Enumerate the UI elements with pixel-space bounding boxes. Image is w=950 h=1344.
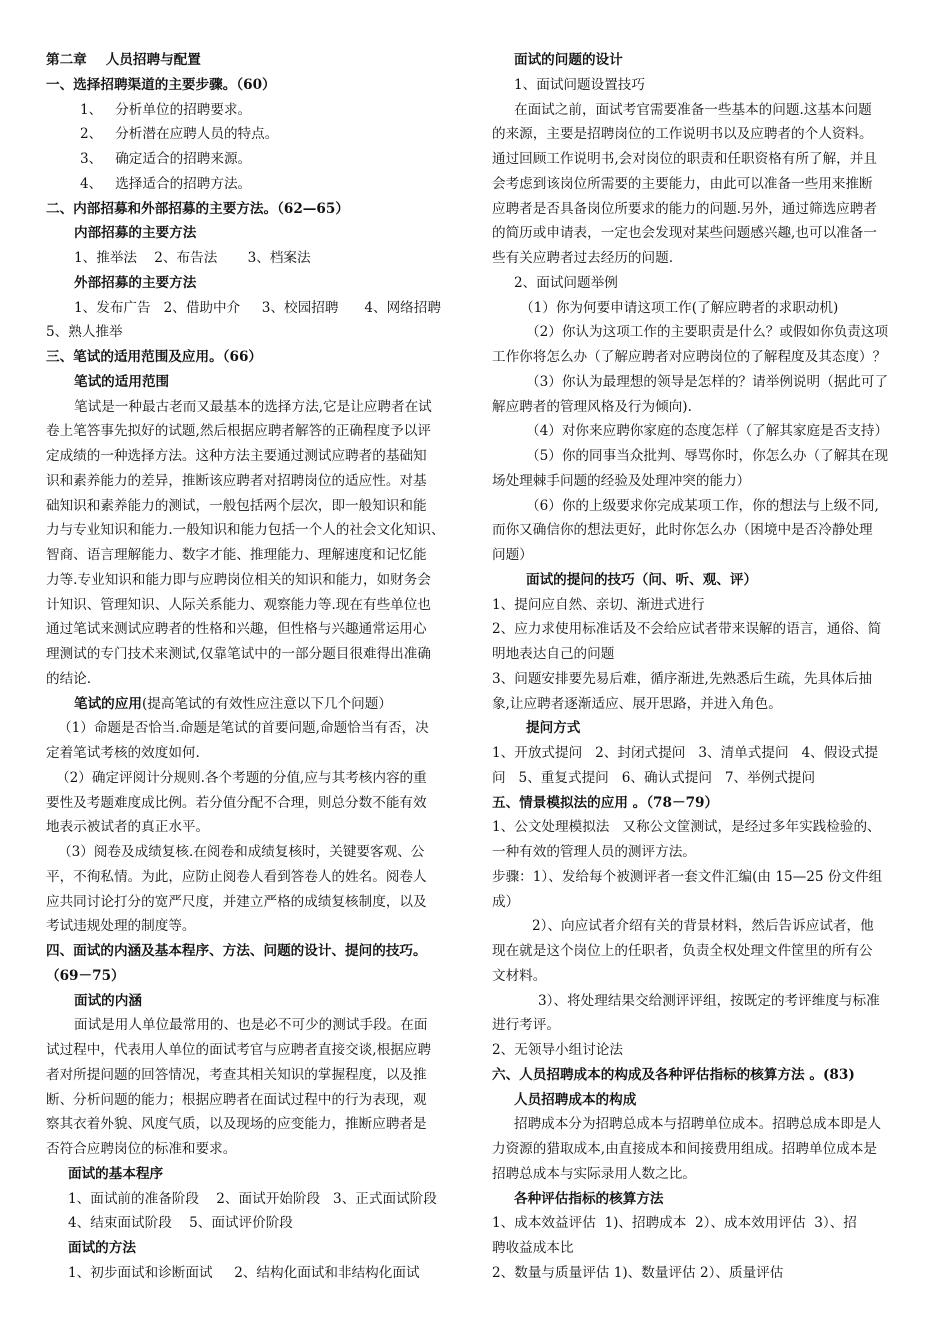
text-line: 聘收益成本比	[492, 1240, 574, 1256]
text-line: （6）你的上级要求你完成某项工作，你的想法与上级不同,	[526, 497, 879, 514]
text-line: 在面试之前，面试考官需要准备一些基本的问题.这基本问题	[514, 101, 872, 118]
text-line: 场处理棘手问题的经验及处理冲突的能力）	[492, 472, 751, 489]
text-line: 1、公文处理模拟法 又称公文筐测试，是经过多年实践检验的、	[492, 819, 881, 836]
text-line: 工作你将怎么办（了解应聘者对应聘岗位的了解程度及其态度）？	[492, 349, 887, 365]
text-line: 一种有效的管理人员的测评方法。	[492, 844, 696, 860]
text-line: 力资源的猎取成本,由直接成本和间接费用组成。招聘单位成本是	[492, 1141, 877, 1157]
section-heading: 笔试的适用范围	[74, 373, 170, 390]
text-line: 4、 选择适合的招聘方法。	[80, 175, 252, 192]
text-line: 3）、将处理结果交给测评评组，按既定的考评维度与标准	[538, 992, 880, 1009]
section-heading: 人员招聘成本的构成	[514, 1091, 637, 1108]
text-line: （4）对你来应聘你家庭的态度怎样（了解其家庭是否支持）	[526, 423, 889, 440]
section-heading: 六、人员招聘成本的构成及各种评估指标的核算方法 。(83)	[492, 1066, 855, 1083]
section-heading: 提问方式	[526, 720, 581, 737]
text-line: 进行考评。	[492, 1017, 560, 1034]
text-line: 2）、向应试者介绍有关的背景材料，然后告诉应试者，他	[532, 918, 874, 935]
section-heading: 面试的提问的技巧（问、听、观、评）	[526, 571, 758, 588]
text-line: 解应聘者的管理风格及行为倾向).	[492, 398, 692, 415]
text-line: 定成绩的一种选择方法。这种方法主要通过测试应聘者的基础知	[46, 448, 427, 464]
text-line: 1、面试问题设置技巧	[514, 76, 645, 93]
text-line	[46, 692, 466, 717]
text-line: 2、应力求使用标准话及不会给应试者带来误解的语言，通俗、简	[492, 621, 882, 638]
text-line: 试过程中，代表用人单位的面试考官与应聘者直接交谈,根据应聘	[46, 1042, 431, 1058]
text-line: 1、推举法 2、布告法 3、档案法	[74, 250, 311, 266]
text-line: 考试违规处理的制度等。	[46, 918, 196, 935]
text-line: 1、开放式提问 2、封闭式提问 3、清单式提问 4、假设式提	[492, 745, 879, 761]
text-line: 步骤：1）、发给每个被测评者一套文件汇编(由 15—25 份文件组	[492, 868, 883, 885]
text-line: 招聘成本分为招聘总成本与招聘单位成本。招聘总成本即是人	[514, 1116, 882, 1133]
section-heading: 面试的基本程序	[68, 1165, 164, 1182]
text-line: 应聘者是否具备岗位所要求的能力的问题.另外，通过筛选应聘者	[492, 200, 877, 217]
text-line: 2、面试问题举例	[514, 274, 618, 291]
text-line: 通过笔试来测试应聘者的性格和兴趣，但性格与兴趣通常运用心	[46, 621, 427, 638]
text-line: 察其衣着外貌、风度气质，以及现场的应变能力，推断应聘者是	[46, 1116, 427, 1133]
text-line: 现在就是这个岗位上的任职者，负责全权处理文件筐里的所有公	[492, 943, 873, 959]
section-heading: 面试的问题的设计	[514, 52, 623, 68]
text-line: 的来源，主要是招聘岗位的工作说明书以及应聘者的个人资料。	[492, 126, 873, 143]
text-line: 者对所提问题的回答情况，考查其相关知识的掌握程度，以及推	[46, 1066, 427, 1083]
text-line: 而你又确信你的想法更好，此时你怎么办（困境中是否冷静处理	[492, 522, 873, 539]
text-line: 1、面试前的准备阶段 2、面试开始阶段 3、正式面试阶段	[68, 1190, 437, 1207]
text-line: 3、问题安排要先易后难，循序渐进,先熟悉后生疏，先具体后抽	[492, 670, 872, 687]
text-line: 1、 分析单位的招聘要求。	[80, 101, 252, 118]
text-line: 成）	[492, 893, 520, 910]
text-line: 文材料。	[492, 967, 547, 984]
text-line: 力与专业知识和能力.一般知识和能力包括一个人的社会文化知识、	[46, 522, 445, 539]
text-line: 笔试是一种最古老而又最基本的选择方法,它是让应聘者在试	[74, 398, 432, 415]
text-line: 的结论.	[46, 670, 92, 687]
right-column	[492, 48, 912, 1286]
text-line: 5、熟人推举	[46, 324, 123, 341]
text-line: （1）命题是否恰当.命题是笔试的首要问题,命题恰当有否，决	[58, 720, 429, 737]
section-heading: 四、面试的内涵及基本程序、方法、问题的设计、提问的技巧。	[46, 943, 427, 959]
text-line: 2、无领导小组讨论法	[492, 1042, 623, 1058]
text-line: 3、 确定适合的招聘来源。	[80, 151, 252, 167]
text-line: 通过回顾工作说明书,会对岗位的职责和任职资格有所了解，并且	[492, 151, 877, 167]
text-line: （2）确定评阅计分规则.各个考题的分值,应与其考核内容的重	[56, 769, 427, 786]
text-line: 计知识、管理知识、人际关系能力、观察能力等.现在有些单位也	[46, 596, 431, 613]
text-line: 面试是用人单位最常用的、也是必不可少的测试手段。在面	[74, 1017, 428, 1034]
section-heading: 第二章 人员招聘与配置	[46, 52, 201, 68]
text-line: 卷上笔答事先拟好的试题,然后根据应聘者解答的正确程度予以评	[46, 423, 431, 440]
text-line: 理测试的专门技术来测试,仅靠笔试中的一部分题目很难得出准确	[46, 646, 431, 662]
left-column	[46, 48, 466, 1286]
section-heading: 外部招募的主要方法	[74, 274, 197, 291]
text-line: 2、数量与质量评估 1)、数量评估 2）、质量评估	[492, 1264, 784, 1281]
text-line: 的简历或申请表，一定也会发现对某些问题感兴趣,也可以准备一	[492, 225, 877, 242]
text-line: 1、提问应自然、亲切、渐进式进行	[492, 596, 705, 613]
text-line: 1、发布广告 2、借助中介 3、校园招聘 4、网络招聘	[74, 299, 441, 316]
text-line: 平，不徇私情。为此，应防止阅卷人看到答卷人的姓名。阅卷人	[46, 868, 427, 885]
text-line: 4、结束面试阶段 5、面试评价阶段	[68, 1215, 293, 1232]
section-heading: 面试的方法	[68, 1240, 136, 1256]
text-line: （3）你认为最理想的领导是怎样的？请举例说明（据此可了	[526, 373, 889, 390]
text-line: 会考虑到该岗位所需要的主要能力，由此可以准备一些用来推断	[492, 175, 873, 192]
text-line: 1、成本效益评估 1)、招聘成本 2）、成本效用评估 3）、招	[492, 1215, 857, 1232]
text-line: 1、初步面试和诊断面试 2、结构化面试和非结构化面试	[68, 1264, 420, 1281]
text-line: 否符合应聘岗位的标准和要求。	[46, 1141, 237, 1157]
text-line: 定着笔试考核的效度如何.	[46, 745, 200, 761]
text-line: 招聘总成本与实际录用人数之比。	[492, 1165, 696, 1182]
section-heading: 各种评估指标的核算方法	[514, 1190, 664, 1207]
inline-text: (提高笔试的有效性应注意以下几个问题）	[141, 695, 392, 712]
section-heading: 三、笔试的适用范围及应用。（66）	[46, 349, 263, 365]
text-line: 明地表达自己的问题	[492, 646, 615, 662]
inline-heading: 笔试的应用	[74, 695, 142, 712]
text-line: 智商、语言理解能力、数字才能、推理能力、理解速度和记忆能	[46, 547, 427, 563]
text-line: 应共同讨论打分的宽严尺度，并建立严格的成绩复核制度，以及	[46, 893, 427, 910]
text-line: 象,让应聘者逐渐适应、展开思路，并进入角色。	[492, 695, 782, 712]
section-heading: 面试的内涵	[74, 992, 142, 1009]
text-line: （5）你的同事当众批判、辱骂你时，你怎么办（了解其在现	[526, 448, 889, 464]
section-heading: 内部招募的主要方法	[74, 225, 197, 242]
text-line: 问题）	[492, 547, 533, 563]
text-line: （3）阅卷及成绩复核.在阅卷和成绩复核时，关键要客观、公	[58, 844, 425, 860]
text-line: 问 5、重复式提问 6、确认式提问 7、举例式提问	[492, 769, 816, 786]
section-heading: （69－75）	[46, 967, 125, 984]
text-line: 地表示被试者的真正水平。	[46, 819, 210, 836]
text-line: 断、分析问题的能力；根据应聘者在面试过程中的行为表现，观	[46, 1091, 427, 1108]
text-line: 2、 分析潜在应聘人员的特点。	[80, 126, 279, 143]
text-line: （2）你认为这项工作的主要职责是什么？或假如你负责这项	[526, 324, 889, 341]
section-heading: 五、情景模拟法的应用 。（78－79）	[492, 794, 719, 811]
section-heading: 二、内部招募和外部招募的主要方法。（62—65）	[46, 200, 349, 217]
text-line: 些有关应聘者过去经历的问题.	[492, 250, 674, 266]
text-line: 力等.专业知识和能力即与应聘岗位相关的知识和能力，如财务会	[46, 571, 431, 588]
text-line: 要性及考题难度成比例。若分值分配不合理，则总分数不能有效	[46, 794, 427, 811]
text-line: 识和素养能力的差异，推断该应聘者对招聘岗位的适应性。对基	[46, 472, 427, 489]
section-heading: 一、选择招聘渠道的主要步骤。（60）	[46, 76, 276, 93]
text-line: （1）你为何要申请这项工作(了解应聘者的求职动机)	[520, 299, 839, 316]
text-line: 础知识和素养能力的测试，一般包括两个层次，即一般知识和能	[46, 497, 427, 514]
